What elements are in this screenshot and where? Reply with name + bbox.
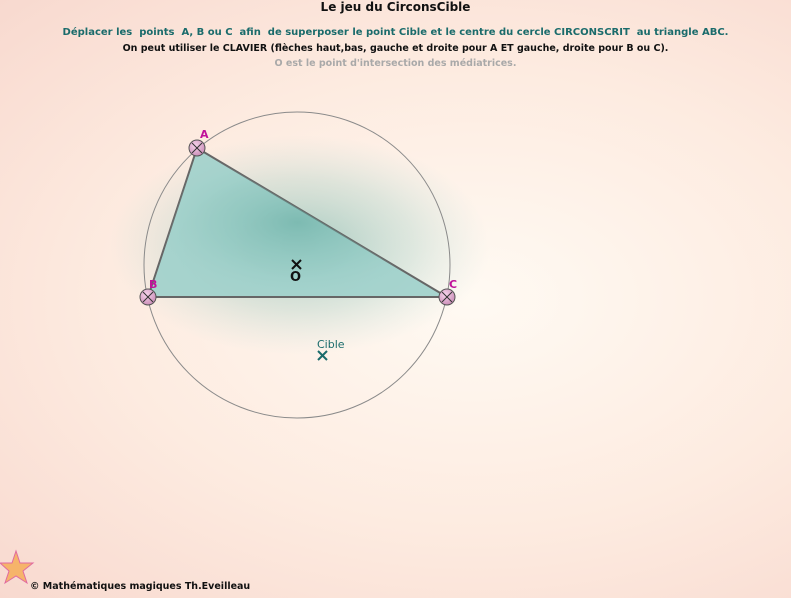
vertex-c-handle[interactable] [439,289,455,305]
mediatrices-note: O est le point d'intersection des médiatrices. [274,58,517,69]
page-title: Le jeu du CirconsCible [320,0,471,14]
star-logo-icon [0,551,33,583]
vertex-c-label: C [449,278,458,291]
vertex-a-handle[interactable] [189,140,205,156]
vertex-b-handle[interactable] [140,289,156,305]
keyboard-hint: On peut utiliser le CLAVIER (flèches haut,bas, gauche et droite pour A ET gauche, droite pour B ou C). [122,43,669,54]
copyright-footer: © Mathématiques magiques Th.Eveilleau [30,581,251,592]
vertex-a-label: A [200,128,209,141]
instruction-text: Déplacer les points A, B ou C afin de superposer le point Cible et le centre du cercle CIRCONSCRIT au triangle ABC. [62,27,729,38]
vertex-b-label: B [149,278,158,291]
target-label: Cible [317,338,345,351]
circumcenter-label: O [290,270,302,285]
